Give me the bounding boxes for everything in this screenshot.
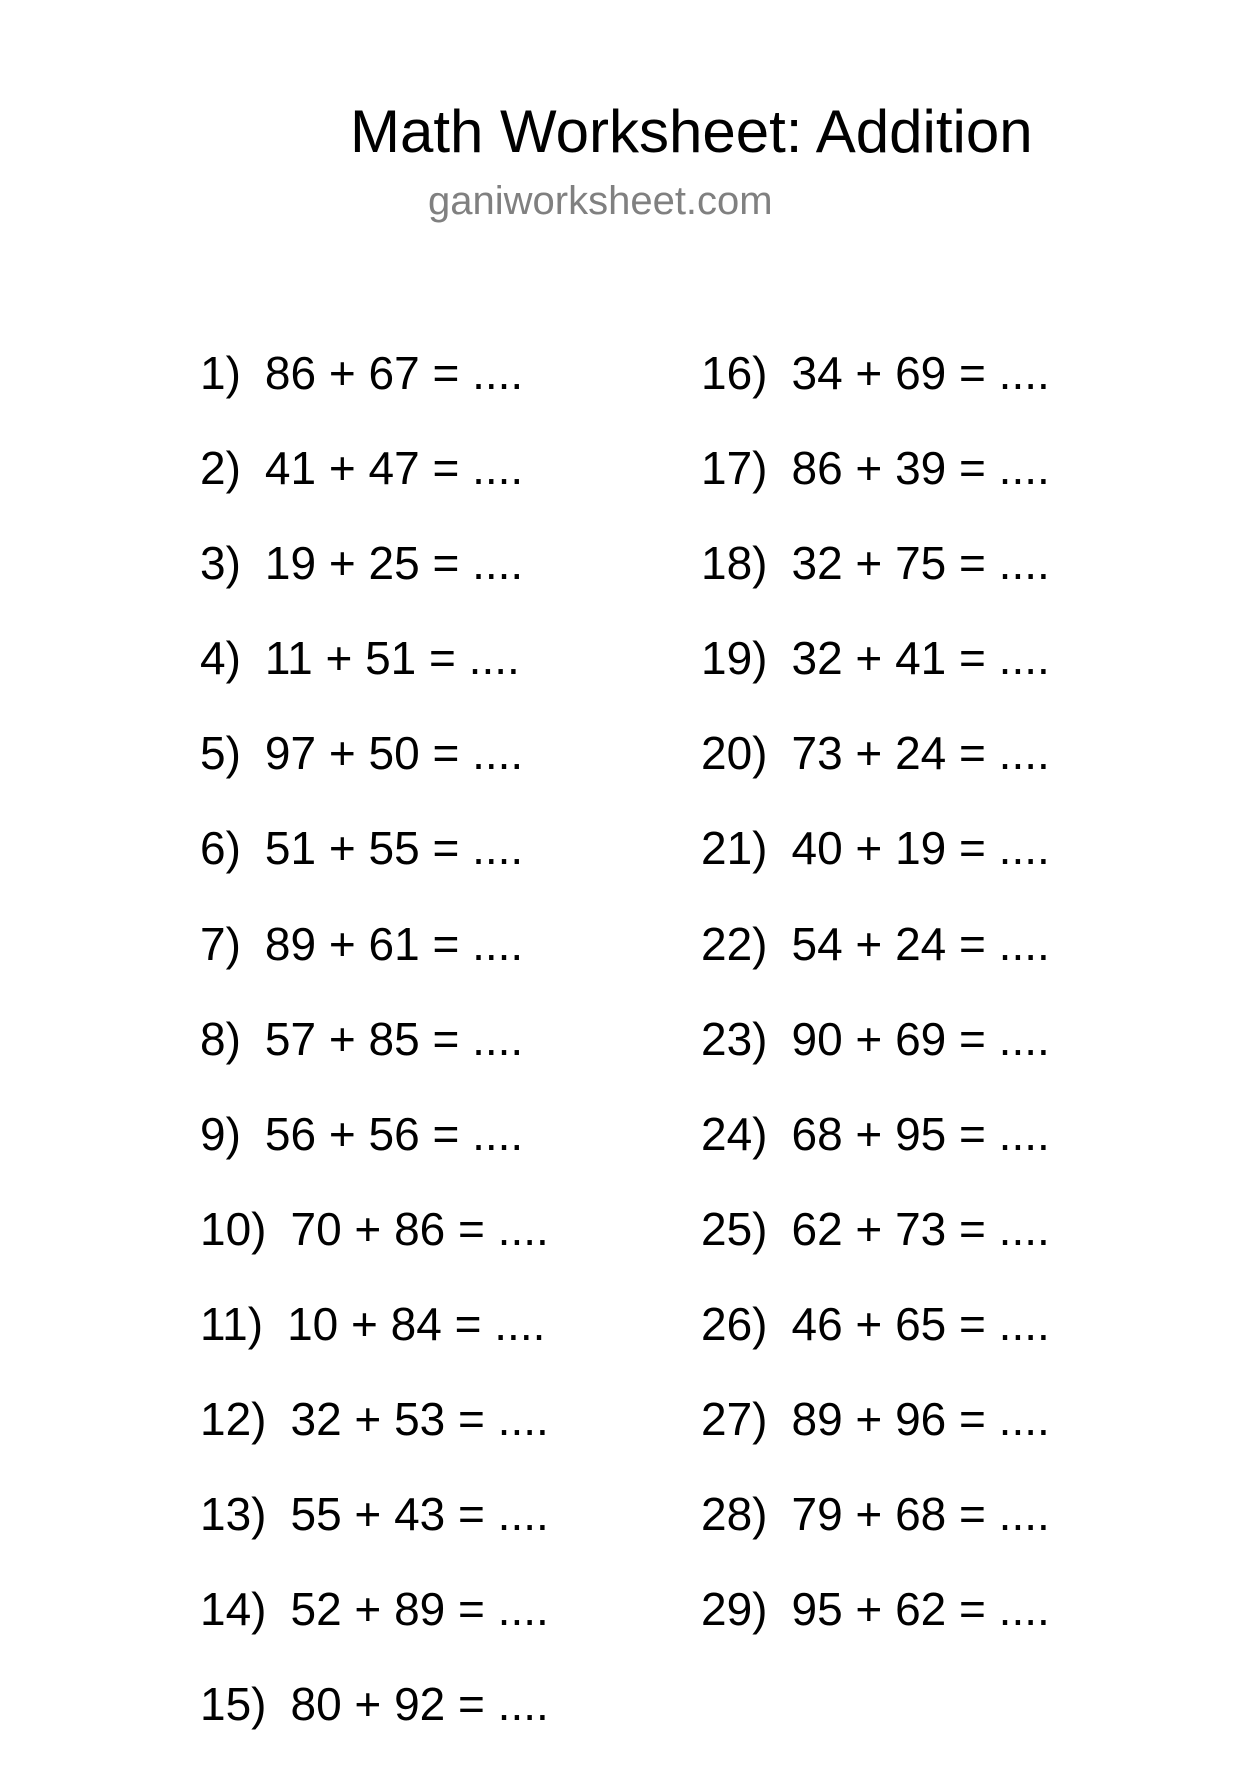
problem-item: [200, 1199, 549, 1294]
problem-expression: 70 + 86 = ....: [290, 1202, 549, 1255]
problem-item: [701, 1009, 1050, 1104]
problem-expression: 56 + 56 = ....: [264, 1107, 524, 1160]
problem-item: [200, 723, 549, 818]
problem-number: 27): [701, 1393, 768, 1446]
problem-number: 21): [701, 822, 768, 875]
problem-expression: 55 + 43 = ....: [290, 1488, 549, 1541]
problem-item: [701, 438, 1050, 533]
problem-item: [701, 914, 1050, 1009]
problem-expression: 80 + 92 = ....: [290, 1678, 549, 1731]
problem-item: [200, 1389, 549, 1484]
problem-expression: 19 + 25 = ....: [264, 537, 524, 590]
problem-expression: 46 + 65 = ....: [791, 1297, 1050, 1350]
problem-expression: 90 + 69 = ....: [791, 1012, 1050, 1065]
problem-expression: 86 + 67 = ....: [264, 347, 524, 399]
problem-item: [701, 1389, 1050, 1484]
problem-number: 25): [701, 1202, 768, 1255]
problem-item: [701, 1104, 1050, 1199]
problem-expression: 52 + 89 = ....: [290, 1583, 549, 1636]
problem-column-left: [200, 343, 549, 1769]
problem-item: [200, 1009, 549, 1104]
problem-expression: 32 + 41 = ....: [791, 632, 1050, 685]
problem-expression: 97 + 50 = ....: [264, 727, 524, 780]
problem-number: 10): [200, 1202, 267, 1255]
problem-number: 5): [200, 727, 241, 780]
problem-number: 14): [200, 1583, 267, 1636]
problem-item: [701, 343, 1050, 438]
problem-item: [200, 1104, 549, 1199]
problem-number: 15): [200, 1678, 267, 1731]
problem-number: 17): [701, 442, 768, 495]
problem-item: [701, 818, 1050, 913]
problem-expression: 41 + 47 = ....: [264, 442, 524, 495]
problem-item: [701, 1294, 1050, 1389]
problem-item: [200, 343, 549, 438]
problem-item: [200, 1674, 549, 1769]
problem-item: [701, 1484, 1050, 1579]
problem-expression: 10 + 84 = ....: [287, 1297, 546, 1350]
problem-number: 2): [200, 442, 241, 495]
problem-number: 1): [200, 347, 241, 399]
site-watermark: ganiworksheet.com: [428, 179, 773, 223]
problem-expression: 32 + 75 = ....: [791, 537, 1050, 590]
problem-item: [200, 818, 549, 913]
problem-number: 26): [701, 1297, 768, 1350]
problem-item: [200, 1484, 549, 1579]
problem-number: 24): [701, 1107, 768, 1160]
problem-expression: 11 + 51 = ....: [264, 632, 520, 685]
problem-expression: 32 + 53 = ....: [290, 1393, 549, 1446]
problem-expression: 95 + 62 = ....: [791, 1583, 1050, 1636]
problem-number: 3): [200, 537, 241, 590]
problem-number: 4): [200, 632, 241, 685]
problem-item: [701, 1579, 1050, 1674]
problem-item: [701, 533, 1050, 628]
problem-item: [701, 1199, 1050, 1294]
problem-number: 9): [200, 1107, 241, 1160]
problem-expression: 89 + 96 = ....: [791, 1393, 1050, 1446]
problem-column-right: [701, 343, 1050, 1674]
problem-item: [701, 723, 1050, 818]
problem-number: 23): [701, 1012, 768, 1065]
problem-expression: 68 + 95 = ....: [791, 1107, 1050, 1160]
problem-expression: 40 + 19 = ....: [791, 822, 1050, 875]
problem-item: [200, 438, 549, 533]
problem-number: 12): [200, 1393, 267, 1446]
problem-expression: 51 + 55 = ....: [264, 822, 524, 875]
problem-number: 8): [200, 1012, 241, 1065]
problem-number: 16): [701, 347, 768, 399]
problem-item: [701, 628, 1050, 723]
problem-item: [200, 533, 549, 628]
problem-number: 19): [701, 632, 768, 685]
problem-number: 22): [701, 917, 768, 970]
problem-expression: 73 + 24 = ....: [791, 727, 1050, 780]
problem-number: 29): [701, 1583, 768, 1636]
problem-number: 7): [200, 917, 241, 970]
problem-expression: 62 + 73 = ....: [791, 1202, 1050, 1255]
problem-item: [200, 1579, 549, 1674]
problem-item: [200, 1294, 549, 1389]
problem-number: 28): [701, 1488, 768, 1541]
problem-expression: 79 + 68 = ....: [791, 1488, 1050, 1541]
problem-item: [200, 914, 549, 1009]
problem-item: [200, 628, 549, 723]
page-title: Math Worksheet: Addition: [350, 98, 1033, 165]
problem-expression: 86 + 39 = ....: [791, 442, 1050, 495]
problem-expression: 89 + 61 = ....: [264, 917, 524, 970]
problem-number: 6): [200, 822, 241, 875]
problem-number: 13): [200, 1488, 267, 1541]
problem-expression: 57 + 85 = ....: [264, 1012, 524, 1065]
problem-expression: 34 + 69 = ....: [791, 347, 1050, 399]
problem-number: 18): [701, 537, 768, 590]
problem-number: 11): [200, 1297, 264, 1350]
problem-number: 20): [701, 727, 768, 780]
problem-expression: 54 + 24 = ....: [791, 917, 1050, 970]
